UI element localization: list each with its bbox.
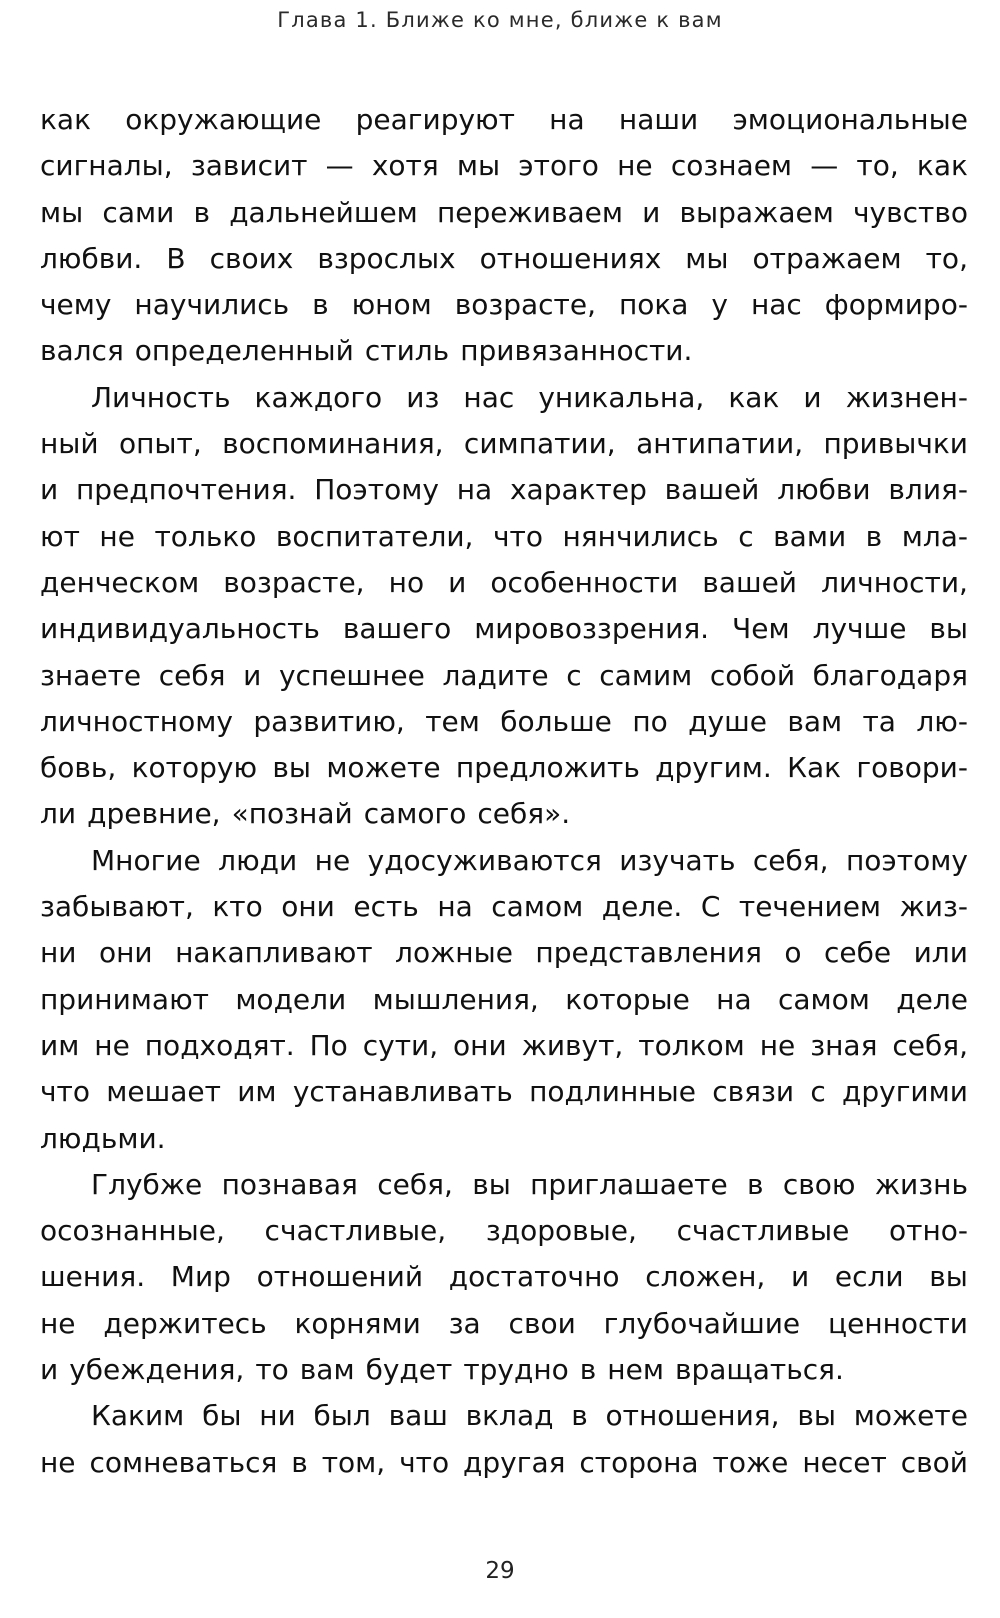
word: не xyxy=(99,519,135,553)
word: Каким xyxy=(91,1399,185,1433)
text-line xyxy=(40,143,968,189)
word: Поэтому xyxy=(314,473,439,507)
word: вам xyxy=(299,1353,355,1387)
word: в xyxy=(747,1167,764,1201)
word: собой xyxy=(709,658,796,692)
text-line xyxy=(40,1347,968,1393)
text-line xyxy=(40,1208,968,1254)
word: держитесь xyxy=(103,1306,267,1340)
word: отно- xyxy=(889,1214,968,1248)
word: вашей xyxy=(702,565,797,599)
word: они xyxy=(453,1028,507,1062)
word: чему xyxy=(40,288,112,322)
word: С xyxy=(700,890,721,924)
word: здоровые, xyxy=(485,1214,637,1248)
word: им xyxy=(237,1075,277,1109)
word: ни xyxy=(259,1399,296,1433)
word: вклад xyxy=(465,1399,554,1433)
text-line xyxy=(40,1069,968,1115)
word: как xyxy=(728,380,780,414)
word: сути, xyxy=(362,1028,439,1062)
word: особенности xyxy=(490,565,679,599)
word: деле xyxy=(896,982,968,1016)
text-line xyxy=(40,421,968,467)
word: научились xyxy=(134,288,290,322)
word: отношений xyxy=(256,1260,424,1294)
text-line xyxy=(40,745,968,791)
word: с xyxy=(810,1075,826,1109)
word: вами xyxy=(773,519,847,553)
word: корнями xyxy=(294,1306,421,1340)
text-line xyxy=(40,1116,968,1162)
word: переживаем xyxy=(437,195,623,229)
word: пока xyxy=(618,288,689,322)
text-line xyxy=(40,884,968,930)
word: выражаем xyxy=(679,195,834,229)
word: ли xyxy=(40,797,77,831)
word: на xyxy=(437,890,473,924)
word: накапливают xyxy=(175,936,373,970)
word: кто xyxy=(212,890,263,924)
word: если xyxy=(834,1260,904,1294)
text-line xyxy=(40,838,968,884)
word: подлинные xyxy=(529,1075,696,1109)
word: сознаем xyxy=(670,149,793,183)
word: предложить xyxy=(455,751,640,785)
word: другим. xyxy=(655,751,772,785)
text-line xyxy=(40,467,968,513)
word: сами xyxy=(102,195,175,229)
word: себя, xyxy=(892,1028,968,1062)
word: ладите xyxy=(442,658,549,692)
word: антипатии, xyxy=(636,427,804,461)
word: себя, xyxy=(377,1167,453,1201)
word: не xyxy=(40,1306,76,1340)
word: в xyxy=(291,1445,308,1479)
word: счастливые, xyxy=(264,1214,447,1248)
word: — xyxy=(810,149,839,183)
word: за xyxy=(448,1306,481,1340)
word: самом xyxy=(777,982,870,1016)
word: которую xyxy=(131,751,258,785)
text-line xyxy=(40,1301,968,1347)
word: личности, xyxy=(821,565,968,599)
word: отношениях xyxy=(479,241,662,275)
text-line xyxy=(40,606,968,652)
word: опыт, xyxy=(118,427,202,461)
word: людьми. xyxy=(40,1121,166,1155)
word: и xyxy=(642,195,661,229)
word: характер xyxy=(509,473,647,507)
word: не xyxy=(759,1028,796,1062)
word: трудно xyxy=(463,1353,569,1387)
word: возрасте, xyxy=(454,288,596,322)
word: привязанности. xyxy=(460,334,693,368)
word: В xyxy=(166,241,186,275)
word: свои xyxy=(508,1306,576,1340)
word: сторона xyxy=(579,1445,699,1479)
word: жизнен- xyxy=(845,380,968,414)
word: воспитатели, xyxy=(275,519,474,553)
word: тоже xyxy=(712,1445,789,1479)
word: больше xyxy=(500,704,612,738)
word: себя». xyxy=(477,797,571,831)
word: своих xyxy=(209,241,294,275)
word: симпатии, xyxy=(463,427,616,461)
text-line xyxy=(40,1162,968,1208)
word: вы xyxy=(472,1167,511,1201)
word: лю- xyxy=(916,704,968,738)
word: нянчились xyxy=(562,519,719,553)
word: или xyxy=(913,936,968,970)
word: любви. xyxy=(40,241,143,275)
word: не xyxy=(40,1445,76,1479)
word: шения. xyxy=(40,1260,146,1294)
word: другая xyxy=(463,1445,566,1479)
text-line xyxy=(40,653,968,699)
word: наши xyxy=(618,103,699,136)
word: и xyxy=(803,380,822,414)
word: что xyxy=(40,1075,90,1109)
word: этого xyxy=(518,149,599,183)
word: не xyxy=(617,149,653,183)
word: то, xyxy=(856,149,899,183)
word: Глубже xyxy=(91,1167,203,1201)
word: и xyxy=(40,1353,59,1387)
word: мы xyxy=(456,149,501,183)
word: лучше xyxy=(812,612,907,646)
word: предпочтения. xyxy=(76,473,297,507)
word: бовь, xyxy=(40,751,117,785)
word: мешает xyxy=(106,1075,221,1109)
word: индивидуальность xyxy=(40,612,320,646)
word: хотя xyxy=(371,149,439,183)
word: вашего xyxy=(342,612,452,646)
word: на xyxy=(549,103,585,136)
text-line xyxy=(40,236,968,282)
word: Многие xyxy=(91,843,201,877)
word: говори- xyxy=(856,751,968,785)
word: свою xyxy=(782,1167,856,1201)
text-line xyxy=(40,791,968,837)
word: том, xyxy=(321,1445,386,1479)
word: можете xyxy=(853,1399,968,1433)
word: каждого xyxy=(254,380,383,414)
word: окружающие xyxy=(125,103,322,136)
word: забывают, xyxy=(40,890,194,924)
word: Чем xyxy=(732,612,790,646)
word: ный xyxy=(40,427,99,461)
word: осознанные, xyxy=(40,1214,225,1248)
word: и xyxy=(791,1260,810,1294)
word: отношения, xyxy=(605,1399,780,1433)
word: нас xyxy=(463,380,515,414)
word: Личность xyxy=(91,380,231,414)
word: взрослых xyxy=(317,241,456,275)
text-line xyxy=(40,977,968,1023)
text-line xyxy=(40,1393,968,1439)
word: подходят. xyxy=(144,1028,295,1062)
word: воспоминания, xyxy=(222,427,444,461)
word: самом xyxy=(491,890,584,924)
word: в xyxy=(579,1353,597,1387)
word: привычки xyxy=(823,427,968,461)
word: определенный xyxy=(134,334,354,368)
word: будет xyxy=(365,1353,453,1387)
word: вашей xyxy=(664,473,760,507)
word: эмоциональные xyxy=(732,103,968,136)
word: как xyxy=(40,103,91,136)
word: не xyxy=(314,843,351,877)
word: себя, xyxy=(752,843,829,877)
word: в xyxy=(571,1399,588,1433)
word: не xyxy=(94,1028,130,1062)
word: то, xyxy=(925,241,968,275)
word: По xyxy=(309,1028,348,1062)
word: представления xyxy=(535,936,762,970)
word: развитию, xyxy=(253,704,405,738)
word: бы xyxy=(202,1399,242,1433)
word: деле. xyxy=(601,890,683,924)
word: несет xyxy=(802,1445,887,1479)
word: изучать xyxy=(619,843,736,877)
word: «познай xyxy=(231,797,353,831)
word: ценности xyxy=(828,1306,968,1340)
word: и xyxy=(40,473,59,507)
word: знаете xyxy=(40,658,142,692)
text-line xyxy=(40,560,968,606)
word: мышления, xyxy=(372,982,539,1016)
word: нас xyxy=(750,288,802,322)
word: сомневаться xyxy=(89,1445,278,1479)
word: вы xyxy=(929,1260,968,1294)
word: что xyxy=(399,1445,450,1479)
word: убеждения, xyxy=(69,1353,245,1387)
word: свой xyxy=(900,1445,968,1479)
word: то xyxy=(255,1353,289,1387)
word: мы xyxy=(685,241,729,275)
word: им xyxy=(40,1028,80,1062)
word: связи xyxy=(712,1075,795,1109)
word: устанавливать xyxy=(292,1075,513,1109)
word: что xyxy=(492,519,543,553)
word: жизнь xyxy=(874,1167,968,1201)
word: личностному xyxy=(40,704,233,738)
word: они xyxy=(281,890,335,924)
word: уникальна, xyxy=(538,380,705,414)
word: ложные xyxy=(395,936,513,970)
text-line xyxy=(40,97,968,143)
word: чувство xyxy=(853,195,968,229)
word: они xyxy=(98,936,153,970)
text-line xyxy=(40,930,968,976)
word: ют xyxy=(40,519,80,553)
word: зная xyxy=(810,1028,878,1062)
word: модели xyxy=(235,982,347,1016)
word: денческом xyxy=(40,565,200,599)
word: Мир xyxy=(170,1260,231,1294)
word: сложен, xyxy=(645,1260,766,1294)
word: возрасте, xyxy=(223,565,365,599)
word: любви xyxy=(777,473,871,507)
word: удосуживаются xyxy=(367,843,602,877)
page-number: 29 xyxy=(485,1558,515,1584)
word: юном xyxy=(351,288,432,322)
word: реагируют xyxy=(355,103,515,136)
word: влия- xyxy=(888,473,968,507)
word: себе xyxy=(824,936,892,970)
word: принимают xyxy=(40,982,209,1016)
word: только xyxy=(154,519,257,553)
word: познавая xyxy=(221,1167,358,1201)
word: приглашаете xyxy=(530,1167,728,1201)
word: из xyxy=(406,380,440,414)
word: вам xyxy=(787,704,843,738)
word: как xyxy=(916,149,968,183)
word: с xyxy=(738,519,754,553)
word: стиль xyxy=(364,334,450,368)
word: жиз- xyxy=(899,890,968,924)
word: на xyxy=(456,473,493,507)
word: люди xyxy=(218,843,298,877)
word: сигналы, xyxy=(40,149,173,183)
word: себя xyxy=(158,658,226,692)
word: тем xyxy=(425,704,480,738)
word: другими xyxy=(842,1075,968,1109)
word: поэтому xyxy=(845,843,968,877)
word: был xyxy=(313,1399,371,1433)
text-line xyxy=(40,514,968,560)
word: мировоззрения. xyxy=(474,612,710,646)
word: достаточно xyxy=(448,1260,620,1294)
word: есть xyxy=(353,890,419,924)
word: течением xyxy=(738,890,882,924)
word: по xyxy=(632,704,668,738)
word: на xyxy=(716,982,752,1016)
word: и xyxy=(448,565,467,599)
running-header: Глава 1. Ближе ко мне, ближе к вам xyxy=(277,8,723,32)
word: о xyxy=(784,936,802,970)
word: глубочайшие xyxy=(603,1306,801,1340)
word: благодаря xyxy=(812,658,968,692)
word: отражаем xyxy=(752,241,902,275)
body-text xyxy=(40,97,968,1486)
word: нем xyxy=(607,1353,664,1387)
word: вался xyxy=(40,334,124,368)
word: в xyxy=(312,288,329,322)
word: счастливые xyxy=(676,1214,850,1248)
word: с xyxy=(566,658,582,692)
word: можете xyxy=(326,751,441,785)
word: в xyxy=(865,519,883,553)
word: вы xyxy=(929,612,968,646)
word: Как xyxy=(787,751,842,785)
word: и xyxy=(243,658,262,692)
word: та xyxy=(862,704,896,738)
word: самим xyxy=(599,658,693,692)
word: вращаться. xyxy=(674,1353,844,1387)
word: дальнейшем xyxy=(229,195,418,229)
word: ваш xyxy=(388,1399,448,1433)
text-line xyxy=(40,1254,968,1300)
text-line xyxy=(40,699,968,745)
word: зависит xyxy=(190,149,308,183)
word: которые xyxy=(565,982,690,1016)
word: — xyxy=(325,149,354,183)
word: ни xyxy=(40,936,77,970)
word: мла- xyxy=(901,519,968,553)
text-line xyxy=(40,375,968,421)
text-line xyxy=(40,282,968,328)
text-line xyxy=(40,328,968,374)
word: вы xyxy=(797,1399,836,1433)
word: самого xyxy=(363,797,467,831)
word: но xyxy=(388,565,425,599)
word: в xyxy=(193,195,210,229)
word: мы xyxy=(40,195,84,229)
word: успешнее xyxy=(278,658,425,692)
word: вы xyxy=(272,751,311,785)
word: древние, xyxy=(87,797,221,831)
word: толком xyxy=(638,1028,745,1062)
word: живут, xyxy=(521,1028,624,1062)
text-line xyxy=(40,1023,968,1069)
text-line xyxy=(40,1440,968,1486)
word: душе xyxy=(688,704,767,738)
text-line xyxy=(40,190,968,236)
word: формиро- xyxy=(824,288,968,322)
word: у xyxy=(711,288,728,322)
